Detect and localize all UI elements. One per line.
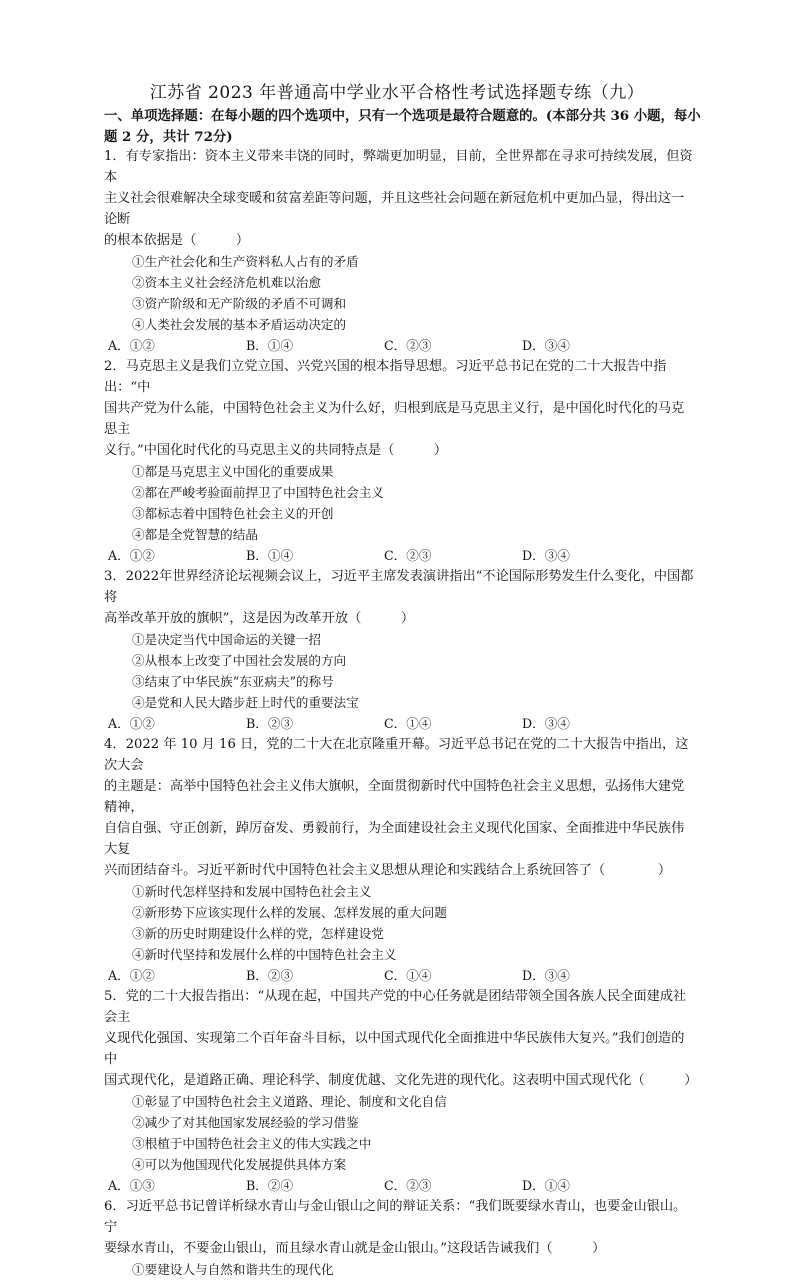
question-stem-line: 3．2022年世界经济论坛视频会议上，习近平主席发表演讲指出“不论国际形势发生什么变化，中国都将 <box>104 569 694 605</box>
statement-option: ③都标志着中国特色社会主义的开创 <box>132 506 334 521</box>
statement-option: ③结束了中华民族“东亚病夫”的称号 <box>132 674 334 689</box>
statement-option: ①要建设人与自然和谐共生的现代化 <box>132 1262 334 1277</box>
question-stem-line: 5．党的二十大报告指出：“从现在起，中国共产党的中心任务就是团结带领全国各族人民全面建成社会主 <box>104 989 687 1025</box>
statement-option: ①都是马克思主义中国化的重要成果 <box>132 464 334 479</box>
question-stem-line: 国式现代化，是道路正确、理论科学、制度优越、文化先进的现代化。这表明中国式现代化（ ） <box>104 1073 698 1088</box>
statement-option: ②新形势下应该实现什么样的发展、怎样发展的重大问题 <box>132 905 447 920</box>
statement-option: ①生产社会化和生产资料私人占有的矛盾 <box>132 254 359 269</box>
question-4 <box>104 734 696 986</box>
answer-choice: C．②③ <box>384 548 432 563</box>
answer-choice: A．①② <box>108 338 155 353</box>
statement-option: ②资本主义社会经济危机难以治愈 <box>132 275 321 290</box>
statement-option: ③根植于中国特色社会主义的伟大实践之中 <box>132 1136 372 1151</box>
question-stem-line: 6．习近平总书记曾详析绿水青山与金山银山之间的辩证关系：“我们既要绿水青山，也要金山银山。宁 <box>104 1199 687 1235</box>
page-title: 江苏省 2023 年普通高中学业水平合格性考试选择题专练（九） <box>149 83 645 103</box>
answer-choice: D．①④ <box>522 1178 570 1193</box>
answer-choices <box>104 965 696 986</box>
question-stem-line: 高举改革开放的旗帜”，这是因为改革开放（ ） <box>104 611 415 626</box>
statement-option: ①彰显了中国特色社会主义道路、理论、制度和文化自信 <box>132 1094 447 1109</box>
statement-option: ①是决定当代中国命运的关键一招 <box>132 632 321 647</box>
question-stem-line: 自信自强、守正创新，踔厉奋发、勇毅前行，为全面建设社会主义现代化国家、全面推进中华民族伟大复 <box>104 821 685 857</box>
answer-choice: B．②③ <box>246 968 294 983</box>
question-5 <box>104 986 696 1196</box>
question-stem-line: 义现代化强国、实现第二个百年奋斗目标，以中国式现代化全面推进中华民族伟大复兴。”我们创造的中 <box>104 1031 685 1067</box>
answer-choices <box>104 713 696 734</box>
question-1 <box>104 146 696 356</box>
answer-choice: B．①④ <box>246 338 294 353</box>
question-stem-line: 国共产党为什么能，中国特色社会主义为什么好，归根到底是马克思主义行，是中国化时代化的马克思主 <box>104 401 685 437</box>
statement-option: ④是党和人民大踏步赶上时代的重要法宝 <box>132 695 359 710</box>
statement-option: ④人类社会发展的基本矛盾运动决定的 <box>132 317 347 332</box>
question-stem-line: 的主题是：高举中国特色社会主义伟大旗帜，全面贯彻新时代中国特色社会主义思想，弘扬伟大建党精神， <box>104 779 685 815</box>
answer-choice: D．③④ <box>522 338 570 353</box>
statement-option: ②减少了对其他国家发展经验的学习借鉴 <box>132 1115 359 1130</box>
section-heading: 一、单项选择题：在每小题的四个选项中，只有一个选项是最符合题意的。(本部分共 36 小题，每小题 2 分，共计 72分) <box>104 108 701 145</box>
statement-option: ②从根本上改变了中国社会发展的方向 <box>132 653 347 668</box>
statement-option: ④都是全党智慧的结晶 <box>132 527 258 542</box>
question-stem-line: 要绿水青山，不要金山银山，而且绿水青山就是金山银山。”这段话告诫我们（ ） <box>104 1241 606 1256</box>
statement-option: ②都在严峻考验面前捍卫了中国特色社会主义 <box>132 485 384 500</box>
answer-choice: C．①④ <box>384 968 432 983</box>
question-stem-line: 1．有专家指出：资本主义带来丰饶的同时，弊端更加明显，目前，全世界都在寻求可持续发展，但资本 <box>104 149 693 185</box>
answer-choices <box>104 335 696 356</box>
answer-choice: A．①② <box>108 716 155 731</box>
answer-choice: A．①② <box>108 968 155 983</box>
answer-choice: A．①③ <box>108 1178 155 1193</box>
question-stem-line: 主义社会很难解决全球变暖和贫富差距等问题，并且这些社会问题在新冠危机中更加凸显，得出这一论断 <box>104 191 685 227</box>
question-2 <box>104 356 696 566</box>
answer-choice: B．②④ <box>246 1178 294 1193</box>
statement-option: ①新时代怎样坚持和发展中国特色社会主义 <box>132 884 372 899</box>
answer-choices <box>104 545 696 566</box>
question-stem-line: 义行。”中国化时代化的马克思主义的共同特点是（ ） <box>104 443 448 458</box>
answer-choice: B．②③ <box>246 716 294 731</box>
answer-choice: C．②③ <box>384 338 432 353</box>
statement-option: ④可以为他国现代化发展提供具体方案 <box>132 1157 347 1172</box>
answer-choice: D．③④ <box>522 716 570 731</box>
answer-choices <box>104 1175 696 1196</box>
question-stem-line: 的根本依据是（ ） <box>104 233 250 248</box>
question-list <box>104 146 696 1280</box>
answer-choice: C．②③ <box>384 1178 432 1193</box>
answer-choice: D．③④ <box>522 968 570 983</box>
question-stem-line: 4．2022 年 10 月 16 日，党的二十大在北京隆重开幕。习近平总书记在党的二十大报告中指出，这次大会 <box>104 737 689 773</box>
statement-option: ③新的历史时期建设什么样的党，怎样建设党 <box>132 926 384 941</box>
answer-choice: D．③④ <box>522 548 570 563</box>
question-3 <box>104 566 696 734</box>
answer-choice: B．①④ <box>246 548 294 563</box>
question-stem-line: 兴而团结奋斗。习近平新时代中国特色社会主义思想从理论和实践结合上系统回答了（ ） <box>104 863 672 878</box>
question-stem-line: 2．马克思主义是我们立党立国、兴党兴国的根本指导思想。习近平总书记在党的二十大报告中指出：“中 <box>104 359 667 395</box>
question-6 <box>104 1196 696 1280</box>
answer-choice: A．①② <box>108 548 155 563</box>
answer-choice: C．①④ <box>384 716 432 731</box>
statement-option: ④新时代坚持和发展什么样的中国特色社会主义 <box>132 947 397 962</box>
statement-option: ③资产阶级和无产阶级的矛盾不可调和 <box>132 296 347 311</box>
